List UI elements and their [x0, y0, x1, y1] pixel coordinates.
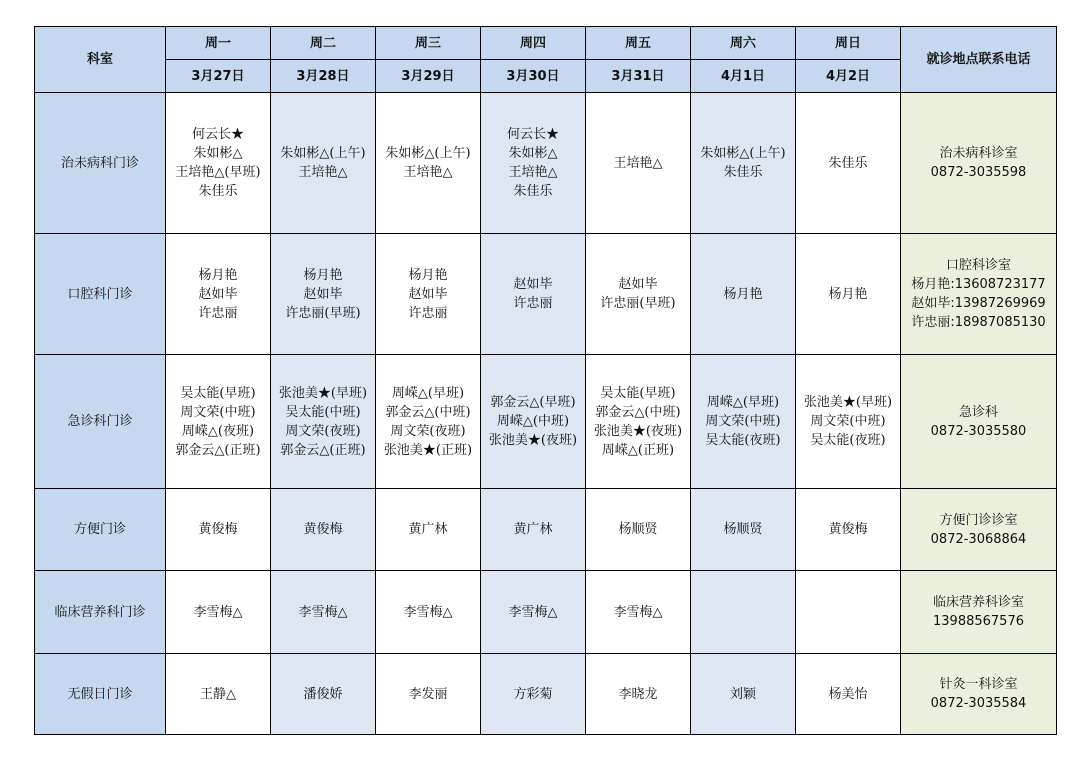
- schedule-cell: [271, 93, 376, 234]
- doctor-entry: 赵如毕: [198, 286, 238, 302]
- schedule-cell: [481, 654, 586, 735]
- doctor-entry: 许忠丽: [198, 305, 238, 321]
- doctor-entry: 赵如毕: [408, 286, 448, 302]
- doctor-entry: 朱佳乐: [198, 184, 238, 199]
- doctor-entry: 王培艳△(早班): [175, 165, 261, 180]
- schedule-cell: [166, 355, 271, 489]
- doctor-entry: 赵如毕: [303, 286, 343, 302]
- doctor-entry: 朱如彬△(上午): [385, 146, 471, 161]
- schedule-header: [35, 27, 1057, 93]
- department-row: [35, 355, 1057, 489]
- department-name: 急诊科门诊: [35, 355, 166, 489]
- schedule-cell: [691, 355, 796, 489]
- doctor-entry: 周文荣(中班): [180, 404, 256, 420]
- doctor-entry: 张池美★(早班): [803, 395, 893, 410]
- doctor-entry: 赵如毕: [618, 277, 658, 292]
- date-header: 3月28日: [271, 60, 376, 93]
- doctor-entry: 朱如彬△(上午): [280, 146, 366, 161]
- schedule-cell: [586, 654, 691, 735]
- doctor-entry: 周文荣(夜班): [390, 423, 466, 439]
- contact-cell: [901, 234, 1057, 355]
- doctor-entry: 朱佳乐: [723, 165, 763, 180]
- department-row: [35, 93, 1057, 234]
- department-row: [35, 654, 1057, 735]
- doctor-entry: 杨月艳: [408, 267, 448, 283]
- clinic-location: 口腔科诊室: [945, 258, 1011, 273]
- department-name: 临床营养科门诊: [35, 571, 166, 654]
- doctor-entry: 李雪梅△: [508, 604, 558, 620]
- weekday-header: 周二: [271, 27, 376, 60]
- doctor-entry: 许忠丽: [513, 296, 553, 311]
- department-name: 方便门诊: [35, 489, 166, 571]
- doctor-entry: 王培艳△: [613, 155, 663, 171]
- schedule-table: [34, 26, 1057, 735]
- schedule-cell: [481, 489, 586, 571]
- schedule-cell: [481, 234, 586, 355]
- schedule-cell: [691, 489, 796, 571]
- schedule-cell: [796, 489, 901, 571]
- schedule-cell: [481, 355, 586, 489]
- doctor-entry: 吴太能(中班): [285, 404, 361, 420]
- schedule-cell: [376, 654, 481, 735]
- phone-number: 0872-3068864: [930, 531, 1027, 547]
- doctor-entry: 郭金云△(正班): [175, 442, 261, 458]
- schedule-cell: [691, 93, 796, 234]
- date-header: 4月2日: [796, 60, 901, 93]
- doctor-entry: 杨顺贤: [618, 522, 658, 537]
- contact-header: 就诊地点联系电话: [901, 27, 1057, 93]
- doctor-entry: 周文荣(中班): [810, 414, 886, 429]
- doctor-entry: 周嵘△(夜班): [181, 423, 255, 439]
- department-row: [35, 489, 1057, 571]
- schedule-cell: [271, 654, 376, 735]
- doctor-entry: 何云长★: [506, 127, 559, 142]
- schedule-cell: [271, 571, 376, 654]
- doctor-entry: 朱如彬△: [508, 146, 558, 161]
- doctor-entry: 郭金云△(正班): [280, 442, 366, 458]
- doctor-entry: 张池美★(早班): [278, 385, 368, 401]
- doctor-entry: 黄俊梅: [198, 522, 238, 537]
- doctor-entry: 杨顺贤: [723, 522, 763, 537]
- date-header: 3月29日: [376, 60, 481, 93]
- schedule-cell: [271, 355, 376, 489]
- department-name: 治未病科门诊: [35, 93, 166, 234]
- weekday-header: 周五: [586, 27, 691, 60]
- contact-cell: [901, 489, 1057, 571]
- schedule-cell: [586, 571, 691, 654]
- weekday-header: 周四: [481, 27, 586, 60]
- date-header: 4月1日: [691, 60, 796, 93]
- date-header: 3月27日: [166, 60, 271, 93]
- doctor-entry: 李晓龙: [618, 686, 658, 702]
- doctor-entry: 郭金云△(早班): [490, 395, 576, 410]
- schedule-cell: [691, 654, 796, 735]
- schedule-cell: [376, 571, 481, 654]
- doctor-entry: 朱如彬△: [193, 146, 243, 161]
- clinic-location: 针灸一科诊室: [939, 677, 1018, 692]
- doctor-entry: 周嵘△(早班): [706, 395, 780, 410]
- schedule-cell: [166, 93, 271, 234]
- doctor-entry: 黄俊梅: [303, 522, 343, 537]
- clinic-location: 方便门诊诊室: [939, 512, 1018, 528]
- clinic-location: 临床营养科诊室: [932, 595, 1024, 610]
- doctor-entry: 朱如彬△(上午): [700, 146, 786, 161]
- doctor-entry: 张池美★(正班): [383, 442, 473, 458]
- schedule-cell: [796, 355, 901, 489]
- doctor-entry: 方彩菊: [513, 686, 553, 702]
- phone-number: 许忠丽:18987085130: [911, 315, 1046, 330]
- schedule-cell: [586, 234, 691, 355]
- weekday-header: 周一: [166, 27, 271, 60]
- doctor-entry: 杨月艳: [828, 286, 868, 302]
- contact-cell: [901, 93, 1057, 234]
- doctor-entry: 许忠丽(早班): [600, 296, 676, 311]
- contact-cell: [901, 571, 1057, 654]
- schedule-cell: [376, 234, 481, 355]
- clinic-location: 急诊科: [958, 404, 998, 420]
- weekday-header: 周三: [376, 27, 481, 60]
- phone-number: 杨月艳:13608723177: [911, 277, 1046, 292]
- doctor-entry: 杨月艳: [198, 267, 238, 283]
- department-row: [35, 234, 1057, 355]
- schedule-cell: [796, 234, 901, 355]
- department-name: 无假日门诊: [35, 654, 166, 735]
- schedule-cell: [271, 489, 376, 571]
- doctor-entry: 李雪梅△: [403, 604, 453, 620]
- department-name: 口腔科门诊: [35, 234, 166, 355]
- doctor-entry: 许忠丽: [408, 305, 448, 321]
- doctor-entry: 王培艳△: [508, 165, 558, 180]
- phone-number: 13988567576: [933, 614, 1024, 629]
- doctor-entry: 王静△: [200, 686, 236, 702]
- schedule-cell: [586, 489, 691, 571]
- doctor-entry: 杨月艳: [723, 286, 763, 302]
- doctor-entry: 王培艳△: [403, 165, 453, 180]
- schedule-cell: [586, 93, 691, 234]
- doctor-entry: 黄广林: [513, 522, 553, 537]
- schedule-cell: [166, 654, 271, 735]
- doctor-entry: 黄俊梅: [828, 522, 868, 537]
- schedule-cell: [691, 234, 796, 355]
- doctor-entry: 周文荣(夜班): [285, 423, 361, 439]
- doctor-entry: 吴太能(早班): [180, 385, 256, 401]
- dept-header: 科室: [35, 27, 166, 93]
- doctor-entry: 刘颖: [729, 686, 756, 702]
- schedule-cell: [376, 355, 481, 489]
- doctor-entry: 周嵘△(早班): [391, 385, 465, 401]
- doctor-entry: 许忠丽(早班): [285, 305, 361, 321]
- date-header: 3月30日: [481, 60, 586, 93]
- schedule-body: [35, 93, 1057, 735]
- doctor-entry: 赵如毕: [513, 277, 553, 292]
- doctor-entry: 黄广林: [408, 522, 448, 537]
- schedule-cell: [166, 571, 271, 654]
- doctor-entry: 朱佳乐: [828, 155, 868, 171]
- schedule-cell: [796, 93, 901, 234]
- schedule-cell: [166, 489, 271, 571]
- doctor-entry: 朱佳乐: [513, 184, 553, 199]
- date-header: 3月31日: [586, 60, 691, 93]
- doctor-entry: 王培艳△: [298, 165, 348, 180]
- contact-cell: [901, 654, 1057, 735]
- doctor-entry: 潘俊娇: [303, 686, 343, 702]
- doctor-entry: 杨美怡: [828, 686, 868, 702]
- doctor-entry: 张池美★(夜班): [593, 423, 683, 439]
- phone-number: 0872-3035584: [930, 696, 1027, 711]
- doctor-entry: 郭金云△(中班): [595, 404, 681, 420]
- schedule-cell: [271, 234, 376, 355]
- schedule-cell: [481, 571, 586, 654]
- schedule-cell: [586, 355, 691, 489]
- doctor-entry: 吴太能(夜班): [810, 433, 886, 448]
- schedule-cell: [166, 234, 271, 355]
- schedule-cell: [376, 93, 481, 234]
- doctor-entry: 李发丽: [408, 686, 448, 702]
- doctor-entry: 李雪梅△: [613, 604, 663, 620]
- department-row: [35, 571, 1057, 654]
- clinic-location: 治未病科诊室: [939, 146, 1018, 161]
- doctor-entry: 张池美★(夜班): [488, 433, 578, 448]
- doctor-entry: 何云长★: [191, 127, 244, 142]
- weekday-header: 周六: [691, 27, 796, 60]
- doctor-entry: 周文荣(中班): [705, 414, 781, 429]
- doctor-entry: 吴太能(早班): [600, 385, 676, 401]
- doctor-entry: 李雪梅△: [298, 604, 348, 620]
- contact-cell: [901, 355, 1057, 489]
- doctor-entry: 李雪梅△: [193, 604, 243, 620]
- doctor-entry: 周嵘△(中班): [496, 414, 570, 429]
- schedule-cell: [691, 571, 796, 654]
- weekday-header: 周日: [796, 27, 901, 60]
- phone-number: 0872-3035580: [930, 423, 1027, 439]
- schedule-cell: [796, 654, 901, 735]
- schedule-cell: [481, 93, 586, 234]
- phone-number: 0872-3035598: [930, 165, 1027, 180]
- doctor-entry: 吴太能(夜班): [705, 433, 781, 448]
- schedule-cell: [376, 489, 481, 571]
- doctor-entry: 郭金云△(中班): [385, 404, 471, 420]
- phone-number: 赵如毕:13987269969: [911, 296, 1046, 311]
- schedule-cell: [796, 571, 901, 654]
- doctor-entry: 周嵘△(正班): [601, 442, 675, 458]
- doctor-entry: 杨月艳: [303, 267, 343, 283]
